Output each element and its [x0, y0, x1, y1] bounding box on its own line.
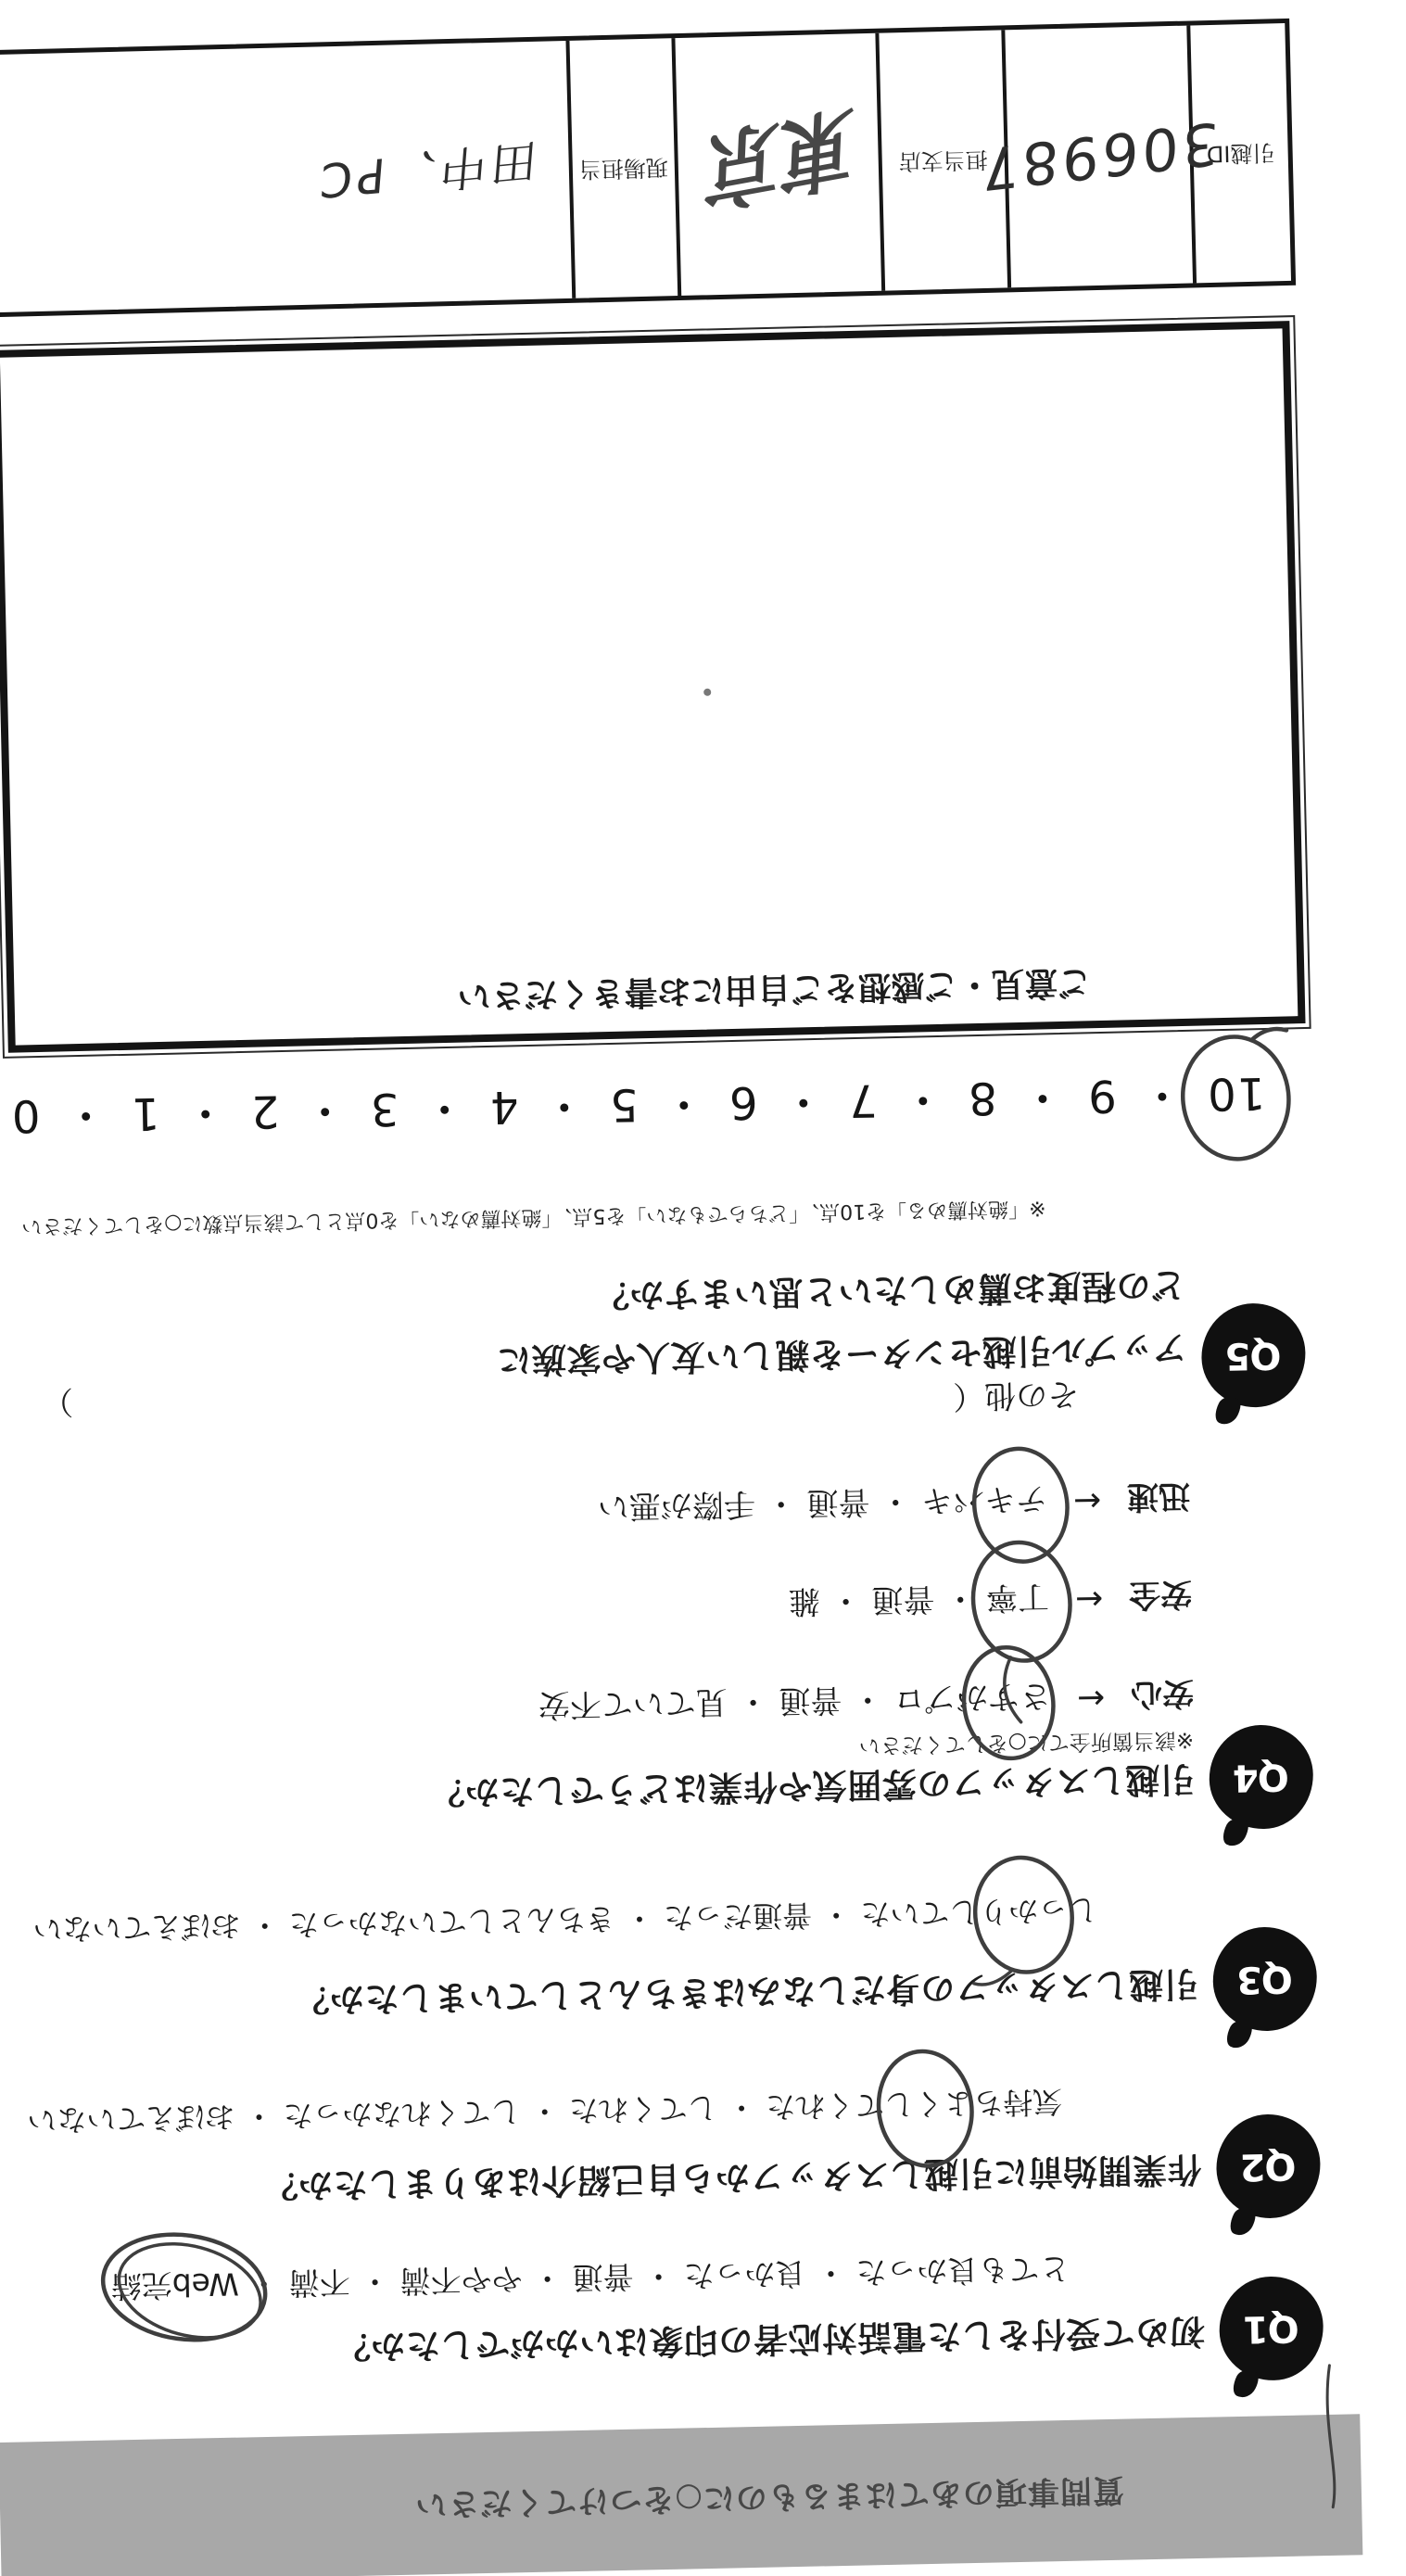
q4-row-anshin-label: 安心: [1130, 1674, 1195, 1713]
cell-move-id-label: 引越ID: [1186, 23, 1291, 284]
q2-badge: [1215, 2113, 1321, 2219]
q1-badge-stem-icon: [1229, 2366, 1262, 2402]
q4-note: ※該当箇所全てに○をしてください: [858, 1727, 1195, 1758]
q5-question-line1: アップル引越センターを親しい友人や家族に: [496, 1327, 1187, 1381]
q2-options: 気持ちよくしてくれた ・ してくれた ・ してくれなかった ・ おぼえていない: [26, 2084, 1063, 2138]
comment-box: [0, 321, 1306, 1053]
footer-id-table: [0, 19, 1296, 317]
q3-badge-label: Q3: [1236, 1957, 1294, 2001]
q5-badge-label: Q5: [1225, 1333, 1282, 1377]
q4-row-anzen-label: 安全: [1128, 1575, 1193, 1614]
q4-row-jinsoku-arrow-icon: ←: [1072, 1481, 1102, 1520]
cell-move-id-value: [978, 26, 1220, 288]
q4-question: 引越しスタッフの雰囲気や作業はどうでしたか？: [429, 1758, 1196, 1813]
cell-branch-label: 担当支店: [875, 30, 1007, 290]
q4-row-anzen-arrow-icon: ←: [1074, 1580, 1104, 1618]
cell-branch-value: [671, 33, 881, 296]
q4-row-anzen-options: 丁寧 ・ 普通 ・ 雑: [788, 1578, 1050, 1620]
q1-options: とても良かった ・ 良かった ・ 普通 ・ やや不満 ・ 不満 ・ Web完結: [110, 2250, 1070, 2304]
q4-row-jinsoku-label: 迅速: [1126, 1477, 1191, 1516]
handwritten-branch: 東京: [702, 93, 856, 222]
q1-badge-label: Q1: [1243, 2306, 1300, 2351]
comment-box-title: ご意見・ご感想をご自由にお書きください: [457, 962, 1092, 1015]
q3-options: しっかりしていた ・ 普通だった ・ きちんとしていなかった ・ おぼえていない: [32, 1892, 1098, 1948]
q4-row-anshin: [538, 1673, 1194, 1731]
q4-badge: [1209, 1724, 1314, 1830]
q5-score-scale: 10 ・ 9 ・ 8 ・ 7 ・ 6 ・ 5 ・ 4 ・ 3 ・ 2 ・ 1 ・ 0: [10, 1066, 1266, 1142]
handwritten-move-id: 306987: [978, 108, 1220, 205]
q2-badge-label: Q2: [1240, 2144, 1297, 2189]
cell-staff-label: 現場担当: [565, 38, 678, 298]
q4-row-anshin-options: さすがプロ ・ 普通 ・ 見ていて不安: [538, 1677, 1052, 1724]
q5-question-line2: どの程度お薦めしたいと思いますか？: [594, 1264, 1186, 1316]
q5-note: ※「絶対薦める」を10点、「どちらでもない」を5点、「絶対薦めない」を0点として該当点数に○をしてください: [21, 1196, 1046, 1238]
q2-question: 作業開始前に引越しスタッフから自己紹介はありましたか？: [262, 2149, 1202, 2206]
q1-question: 初めて受付をした電話対応者の印象はいかがでしたか？: [335, 2311, 1206, 2367]
instruction-banner-text: 質問事項のあてはまるものに○をつけてください: [413, 2470, 1125, 2523]
q5-badge: [1200, 1302, 1306, 1408]
q4-row-anshin-arrow-icon: ←: [1076, 1679, 1106, 1718]
q4-row-jinsoku-options: テキパキ ・ 普通 ・ 手際が悪い: [597, 1479, 1048, 1526]
q3-badge-stem-icon: [1222, 2016, 1256, 2052]
handwritten-staff: 田中、PC: [313, 133, 540, 209]
q2-badge-stem-icon: [1226, 2203, 1260, 2240]
cell-staff-value: [0, 41, 572, 312]
q3-badge: [1212, 1926, 1318, 2032]
q1-badge: [1219, 2276, 1324, 2381]
pen-circle-q5-tail: [1251, 1029, 1286, 1040]
q4-other-close: ）: [41, 1382, 74, 1421]
q4-badge-stem-icon: [1219, 1814, 1252, 1850]
q4-other-open: その他（: [952, 1375, 1080, 1415]
q3-question: 引越しスタッフの身だしなみはきちんとしていましたか？: [294, 1963, 1199, 2021]
q4-row-jinsoku: [598, 1476, 1191, 1532]
q4-badge-label: Q4: [1233, 1755, 1290, 1799]
q5-badge-stem-icon: [1211, 1392, 1245, 1428]
instruction-banner: [0, 2414, 1362, 2576]
q4-row-anzen: [788, 1574, 1192, 1627]
